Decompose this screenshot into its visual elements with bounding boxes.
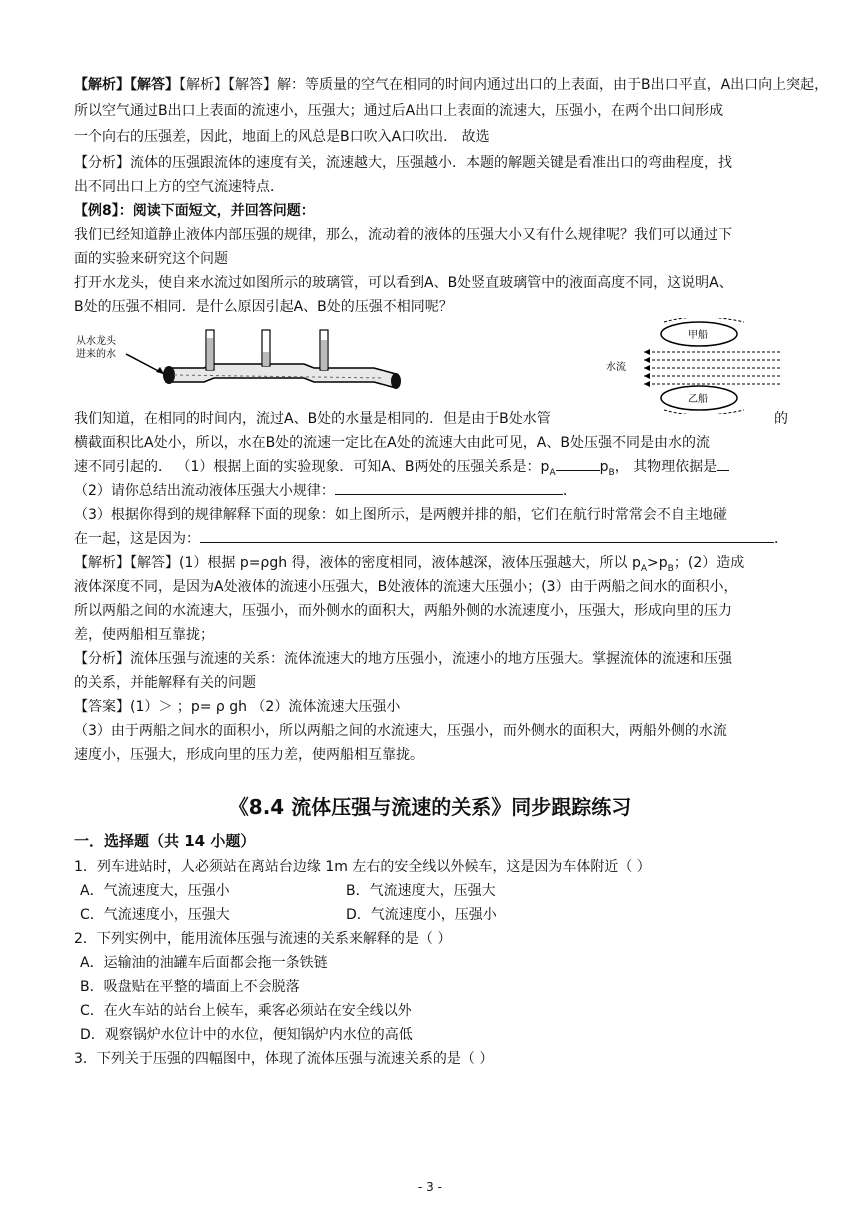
analysis2-line4: 差，使两船相互靠拢；	[74, 627, 214, 643]
analysis2-line9: 速度小，压强大，形成向里的压力差，使两船相互靠拢。	[74, 747, 424, 763]
fig-label-tap-2: 进来的水	[76, 349, 116, 360]
analysis1-line4: 【分析】流体的压强跟流体的速度有关，流速越大，压强越小．本题的解题关键是看准出口的弯曲程度，找	[74, 155, 732, 171]
ship-top-label: 甲船	[688, 330, 708, 341]
q2-option-b[interactable]: B．吸盘贴在平整的墙面上不会脱落	[80, 979, 300, 995]
p5-text: 我们知道，在相同的时间内，流过A、B处的水量是相同的．但是由于B处水管	[74, 411, 551, 427]
p7-basis: ， 其物理依据是	[614, 459, 718, 475]
analysis2-line5: 【分析】流体压强与流速的关系：流体流速大的地方压强小，流速小的地方压强大。掌握流体的流速和压强	[74, 651, 732, 667]
ship-bottom-label: 乙船	[688, 394, 708, 405]
analysis1-line2: 所以空气通过B出口上表面的流速小，压强大；通过后A出口上表面的流速大，压强小，在两个出口间形成	[74, 103, 724, 119]
q2-text: （2）请你总结出流动液体压强大小规律：	[74, 483, 335, 499]
water-flow-label: 水流	[606, 362, 626, 373]
example8-p4: B处的压强不相同．是什么原因引起A、B处的压强不相同呢？	[74, 299, 453, 315]
p5-end: 的	[774, 411, 788, 427]
q3-end: ．	[774, 531, 788, 547]
q2-option-c[interactable]: C．在火车站的站台上候车，乘客必须站在安全线以外	[80, 1003, 412, 1019]
analysis1-line1: 【解析】【解答】【解析】【解答】解：等质量的空气在相同的时间内通过出口的上表面，由于B出口平直，A出口向上突起，	[74, 77, 829, 93]
analysis2-text: 【解析】【解答】(1）根据 p=ρgh 得，液体的密度相同，液体越深，液体压强越大，所以 p	[74, 555, 641, 571]
q1-option-b[interactable]: B．气流速度大，压强大	[346, 883, 496, 899]
sub-A: A	[549, 467, 556, 478]
q2-option-d[interactable]: D．观察锅炉水位计中的水位，便知锅炉内水位的高低	[80, 1027, 413, 1043]
analysis2-line2: 液体深度不同，是因为A处液体的流速小压强大，B处液体的流速大压强小；(3）由于两船之间水的面积小，	[74, 579, 738, 595]
example8-q2	[74, 480, 790, 502]
answer-blank-1[interactable]	[556, 456, 600, 471]
example8-p2: 面的实验来研究这个问题	[74, 251, 228, 267]
question-3: 3．下列关于压强的四幅图中，体现了流体压强与流速关系的是（ ）	[74, 1051, 494, 1067]
q1-option-c[interactable]: C．气流速度小，压强大	[80, 907, 230, 923]
p7-text: 速不同引起的． （1）根据上面的实验现象．可知A、B两处的压强关系是：p	[74, 459, 550, 475]
analysis2-line7: 【答案】(1）＞ ；p= ρ gh （2）流体流速大压强小	[74, 699, 401, 715]
q3-text: 在一起，这是因为：	[74, 531, 200, 547]
analysis1-line5: 出不同出口上方的空气流速特点．	[74, 179, 284, 195]
example8-q3a: （3）根据你得到的规律解释下面的现象：如上图所示，是两艘并排的船，它们在航行时常常会不自主地碰	[74, 507, 727, 523]
fig-label-tap-1: 从水龙头	[76, 336, 116, 347]
q1-option-d[interactable]: D．气流速度小，压强小	[346, 907, 497, 923]
example8-p3: 打开水龙头，使自来水流过如图所示的玻璃管，可以看到A、B处竖直玻璃管中的液面高度不同，这说明A、	[74, 275, 733, 291]
section-title: 《8.4 流体压强与流速的关系》同步跟踪练习	[228, 795, 632, 819]
analysis2-line6: 的关系，并能解释有关的问题	[74, 675, 256, 691]
page-number: - 3 -	[418, 1180, 442, 1194]
glass-tube-figure	[74, 322, 414, 402]
analysis2-end: ；(2）造成	[673, 555, 745, 571]
example8-p5	[74, 408, 790, 430]
example8-heading: 【例8】：阅读下面短文，并回答问题：	[74, 203, 315, 219]
answer-blank-4[interactable]	[200, 528, 774, 543]
analysis1-line3: 一个向右的压强差，因此，地面上的风总是B口吹入A口吹出． 故选	[74, 129, 490, 145]
q2-option-a[interactable]: A．运输油的油罐车后面都会拖一条铁链	[80, 955, 328, 971]
example8-p1: 我们已经知道静止液体内部压强的规律，那么，流动着的液体的压强大小又有什么规律呢？我们可以通过下	[74, 227, 732, 243]
horizontal-tube	[166, 364, 396, 388]
sub-B: B	[608, 467, 615, 478]
answer-blank-2[interactable]	[717, 456, 729, 471]
q1-option-a[interactable]: A．气流速度大，压强小	[80, 883, 230, 899]
analysis2-line3: 所以两船之间的水流速大，压强小，而外侧水的面积大，两船外侧的水流速度小，压强大，形成向里的压力	[74, 603, 732, 619]
question-2: 2．下列实例中，能用流体压强与流速的关系来解释的是（ ）	[74, 931, 452, 947]
analysis1-text: 【解析】【解答】解：等质量的空气在相同的时间内通过出口的上表面，由于B出口平直，A出口向上突起，	[179, 77, 829, 93]
q2-end: ．	[562, 483, 577, 499]
p7-p: p	[599, 459, 609, 475]
question-1: 1．列车进站时，人必须站在离站台边缘 1m 左右的安全线以外候车，这是因为车体附近（ ）	[74, 859, 651, 875]
liquid-level-A	[207, 338, 213, 370]
analysis2-mid: >p	[647, 555, 668, 571]
tube-outlet	[391, 373, 401, 389]
sub-B2: B	[667, 563, 674, 574]
example8-p6: 横截面积比A处小，所以，水在B处的流速一定比在A处的流速大由此可见，A、B处压强不同是由水的流	[74, 435, 710, 451]
part1-heading: 一．选择题（共 14 小题）	[74, 832, 256, 850]
sub-A2: A	[640, 563, 648, 574]
tube-inlet	[163, 366, 175, 384]
liquid-level-C	[321, 340, 327, 370]
answer-blank-3[interactable]	[335, 480, 563, 495]
liquid-level-B	[263, 352, 269, 366]
flow-arrowheads-icon	[644, 349, 650, 387]
ships-figure	[604, 318, 784, 414]
example8-q3b	[74, 528, 790, 550]
analysis2-line8: （3）由于两船之间水的面积小，所以两船之间的水流速大，压强小，而外侧水的面积大，两船外侧的水流	[74, 723, 727, 739]
